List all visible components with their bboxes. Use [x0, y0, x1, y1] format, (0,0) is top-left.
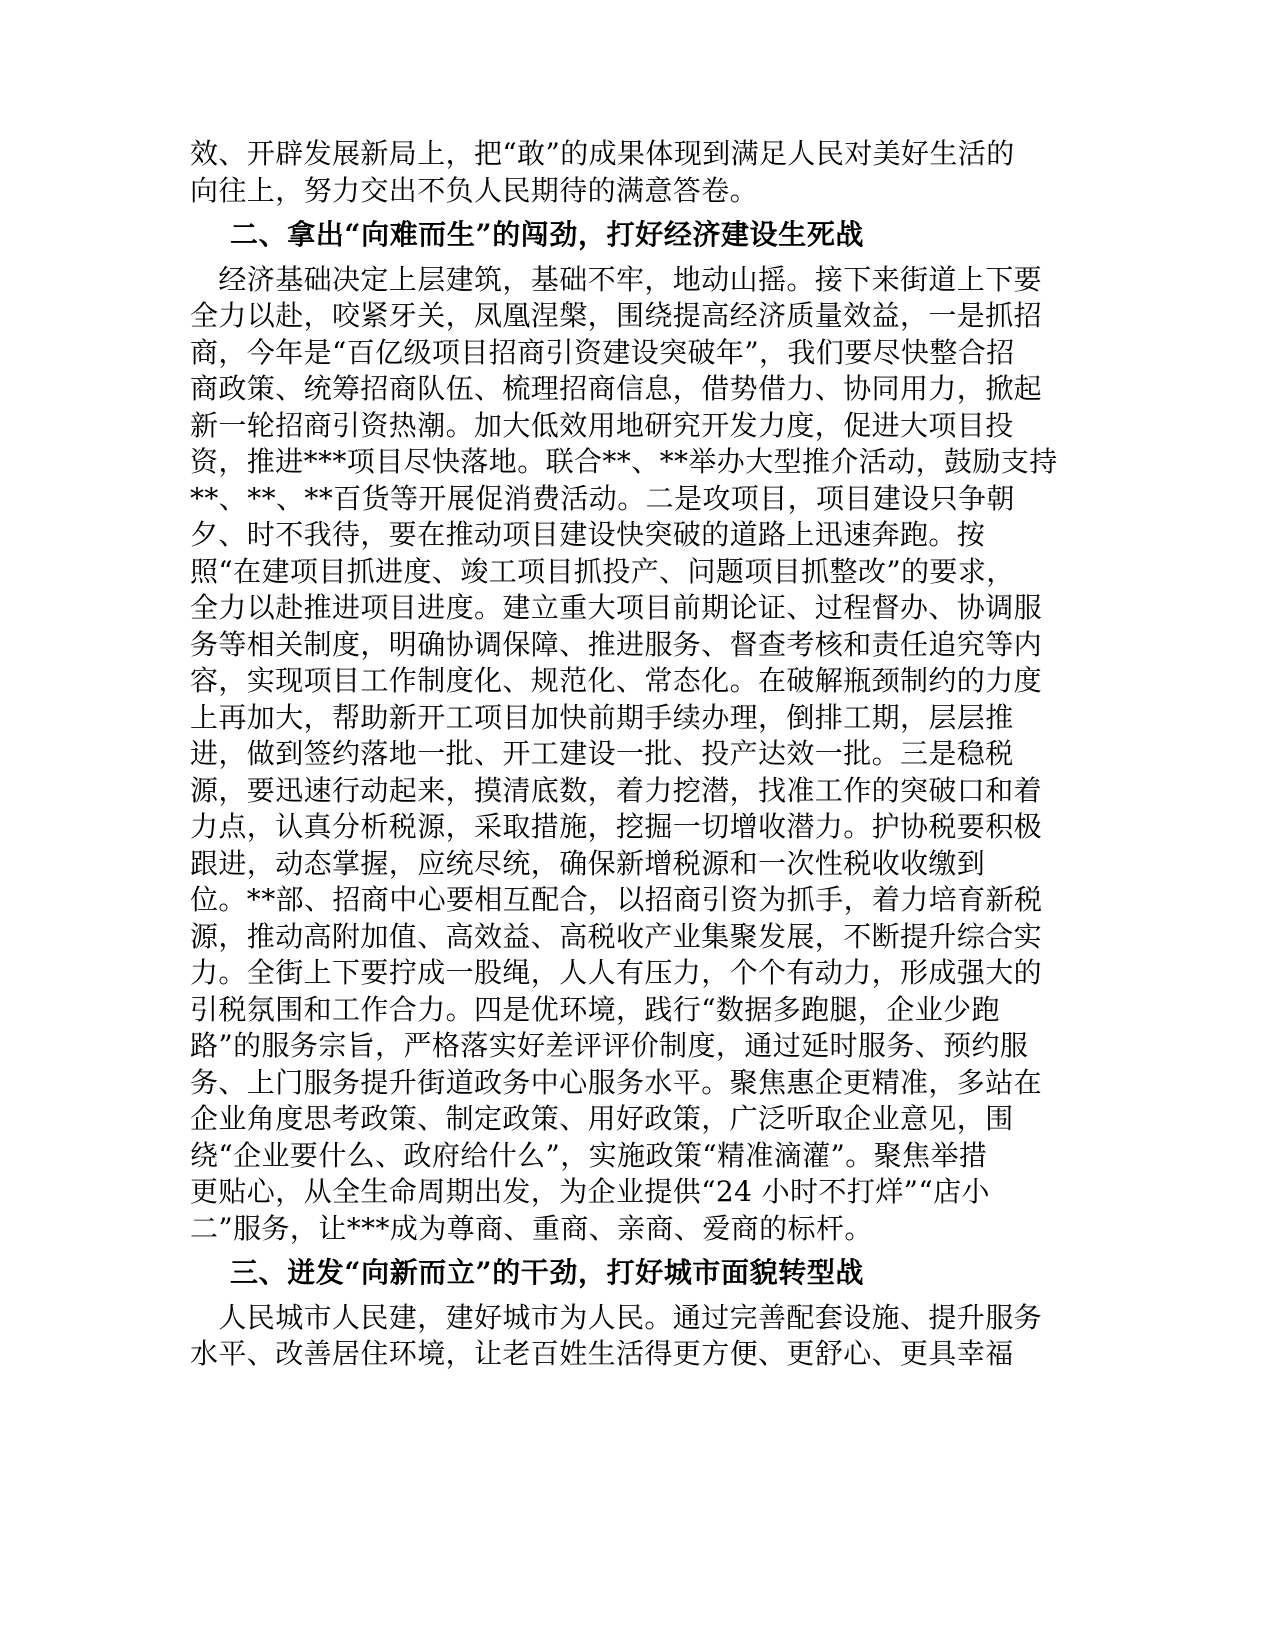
body-text-line: 人民城市人民建，建好城市为人民。通过完善配套设施、提升服务	[190, 1301, 1043, 1334]
body-text-line: 力。全街上下要拧成一股绳，人人有压力，个个有动力，形成强大的	[190, 956, 1043, 989]
body-text-line: 更贴心，从全生命周期出发，为企业提供“24 小时不打烊”“店小	[190, 1175, 990, 1208]
body-text-line: 位。**部、招商中心要相互配合，以招商引资为抓手，着力培育新税	[190, 883, 1043, 916]
section-heading-2: 二、拿出“向难而生”的闯劲，打好经济建设生死战	[230, 218, 865, 251]
body-text-line: 路”的服务宗旨，严格落实好差评评价制度，通过延时服务、预约服	[190, 1029, 1029, 1062]
body-text-line: 跟进，动态掌握，应统尽统，确保新增税源和一次性税收收缴到	[190, 847, 986, 880]
section-heading-3: 三、迸发“向新而立”的干劲，打好城市面貌转型战	[230, 1256, 865, 1289]
body-text-line: 绕“企业要什么、政府给什么”，实施政策“精准滴灌”。聚焦举措	[190, 1139, 988, 1172]
body-text-line: 源，要迅速行动起来，摸清底数，着力挖潜，找准工作的突破口和着	[190, 774, 1043, 807]
body-text-line: 二”服务，让***成为尊商、重商、亲商、爱商的标杆。	[190, 1212, 873, 1245]
body-text-line: 容，实现项目工作制度化、规范化、常态化。在破解瓶颈制约的力度	[190, 664, 1043, 697]
body-text-line: 效、开辟发展新局上，把“敢”的成果体现到满足人民对美好生活的	[190, 137, 1015, 170]
body-text-line: 源，推动高附加值、高效益、高税收产业集聚发展，不断提升综合实	[190, 920, 1043, 953]
body-text-line: 新一轮招商引资热潮。加大低效用地研究开发力度，促进大项目投	[190, 409, 1014, 442]
body-text-line: 资，推进***项目尽快落地。联合**、**举办大型推介活动，鼓励支持	[190, 445, 1058, 478]
body-text-line: 上再加大，帮助新开工项目加快前期手续办理，倒排工期，层层推	[190, 701, 1014, 734]
body-text-line: 企业角度思考政策、制定政策、用好政策，广泛听取企业意见，围	[190, 1102, 1014, 1135]
body-text-line: **、**、**百货等开展促消费活动。二是攻项目，项目建设只争朝	[190, 482, 1015, 515]
body-text-line: 向往上，努力交出不负人民期待的满意答卷。	[190, 174, 759, 207]
body-text-line: 商政策、统筹招商队伍、梳理招商信息，借势借力、协同用力，掀起	[190, 372, 1043, 405]
body-text-line: 全力以赴推进项目进度。建立重大项目前期论证、过程督办、协调服	[190, 591, 1043, 624]
body-text-line: 务、上门服务提升街道政务中心服务水平。聚焦惠企更精准，多站在	[190, 1066, 1043, 1099]
body-text-line: 全力以赴，咬紧牙关，凤凰涅槃，围绕提高经济质量效益，一是抓招	[190, 299, 1043, 332]
body-text-line: 进，做到签约落地一批、开工建设一批、投产达效一批。三是稳税	[190, 737, 1014, 770]
body-text-line: 照“在建项目抓进度、竣工项目抓投产、问题项目抓整改”的要求，	[190, 555, 1015, 588]
body-text-line: 引税氛围和工作合力。四是优环境，践行“数据多跑腿，企业少跑	[190, 993, 1000, 1026]
body-text-line: 务等相关制度，明确协调保障、推进服务、督查考核和责任追究等内	[190, 628, 1043, 661]
body-text-line: 夕、时不我待，要在推动项目建设快突破的道路上迅速奔跑。按	[190, 518, 986, 551]
body-text-line: 水平、改善居住环境，让老百姓生活得更方便、更舒心、更具幸福	[190, 1337, 1014, 1370]
body-text-line: 商，今年是“百亿级项目招商引资建设突破年”，我们要尽快整合招	[190, 336, 1015, 369]
body-text-line: 经济基础决定上层建筑，基础不牢，地动山摇。接下来街道上下要	[190, 263, 1043, 296]
body-text-line: 力点，认真分析税源，采取措施，挖掘一切增收潜力。护协税要积极	[190, 810, 1043, 843]
